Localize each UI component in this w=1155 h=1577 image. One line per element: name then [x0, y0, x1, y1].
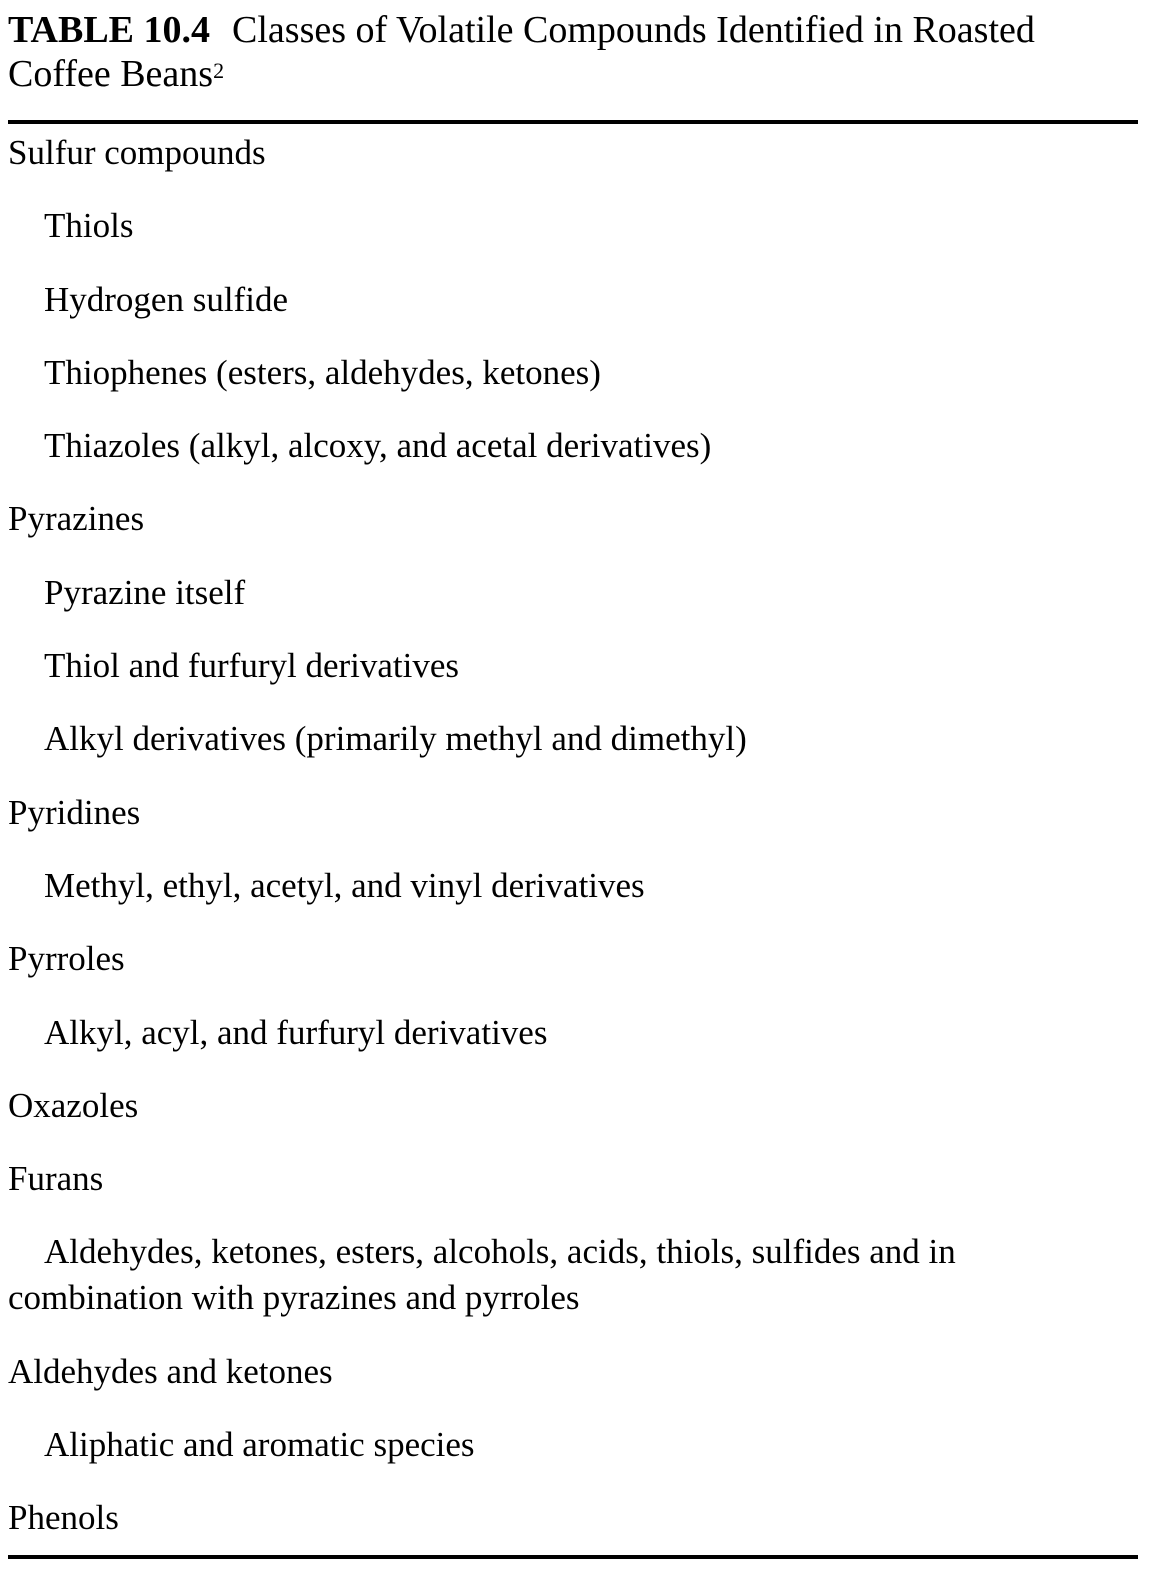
category-row-furans: Furans: [8, 1159, 104, 1199]
category-row-pyrroles: Pyrroles: [8, 939, 125, 979]
table-title-reference: 2: [213, 58, 225, 83]
table-title: Classes of Volatile Compounds Identified in Roasted Coffee Beans: [8, 9, 1035, 95]
subclass-row-pyrazine-itself: Pyrazine itself: [44, 572, 246, 612]
table-body: [8, 130, 1138, 1569]
category-row-aldehydes-ketones: Aldehydes and ketones: [8, 1351, 333, 1391]
table-caption: [8, 8, 1138, 96]
category-row-pyridines: Pyridines: [8, 792, 141, 832]
category-row-oxazoles: Oxazoles: [8, 1085, 139, 1125]
subclass-row-thiol-furfuryl-derivatives: Thiol and furfuryl derivatives: [44, 646, 460, 686]
table-label: TABLE 10.4: [8, 9, 211, 51]
table-bottom-rule: [8, 1555, 1138, 1559]
category-row-pyrazines: Pyrazines: [8, 499, 145, 539]
category-row-sulfur-compounds: Sulfur compounds: [8, 133, 266, 172]
subclass-row-hydrogen-sulfide: Hydrogen sulfide: [44, 279, 288, 319]
subclass-row-alkyl-derivatives: Alkyl derivatives (primarily methyl and dimethyl): [44, 719, 747, 759]
table-top-rule: [8, 120, 1138, 124]
subclass-row-thiophenes: Thiophenes (esters, aldehydes, ketones): [44, 352, 601, 392]
subclass-row-furan-derivatives: Aldehydes, ketones, esters, alcohols, acids, thiols, sulfides and in combination with pyrazines and pyrroles: [8, 1232, 956, 1318]
subclass-row-aliphatic-aromatic: Aliphatic and aromatic species: [44, 1425, 475, 1465]
category-row-phenols: Phenols: [8, 1498, 119, 1538]
subclass-row-thiols: Thiols: [44, 206, 134, 246]
subclass-row-alkyl-acyl-furfuryl: Alkyl, acyl, and furfuryl derivatives: [44, 1012, 548, 1052]
subclass-row-methyl-ethyl-acetyl-vinyl: Methyl, ethyl, acetyl, and vinyl derivatives: [44, 865, 645, 905]
subclass-row-thiazoles: Thiazoles (alkyl, alcoxy, and acetal derivatives): [44, 426, 712, 466]
